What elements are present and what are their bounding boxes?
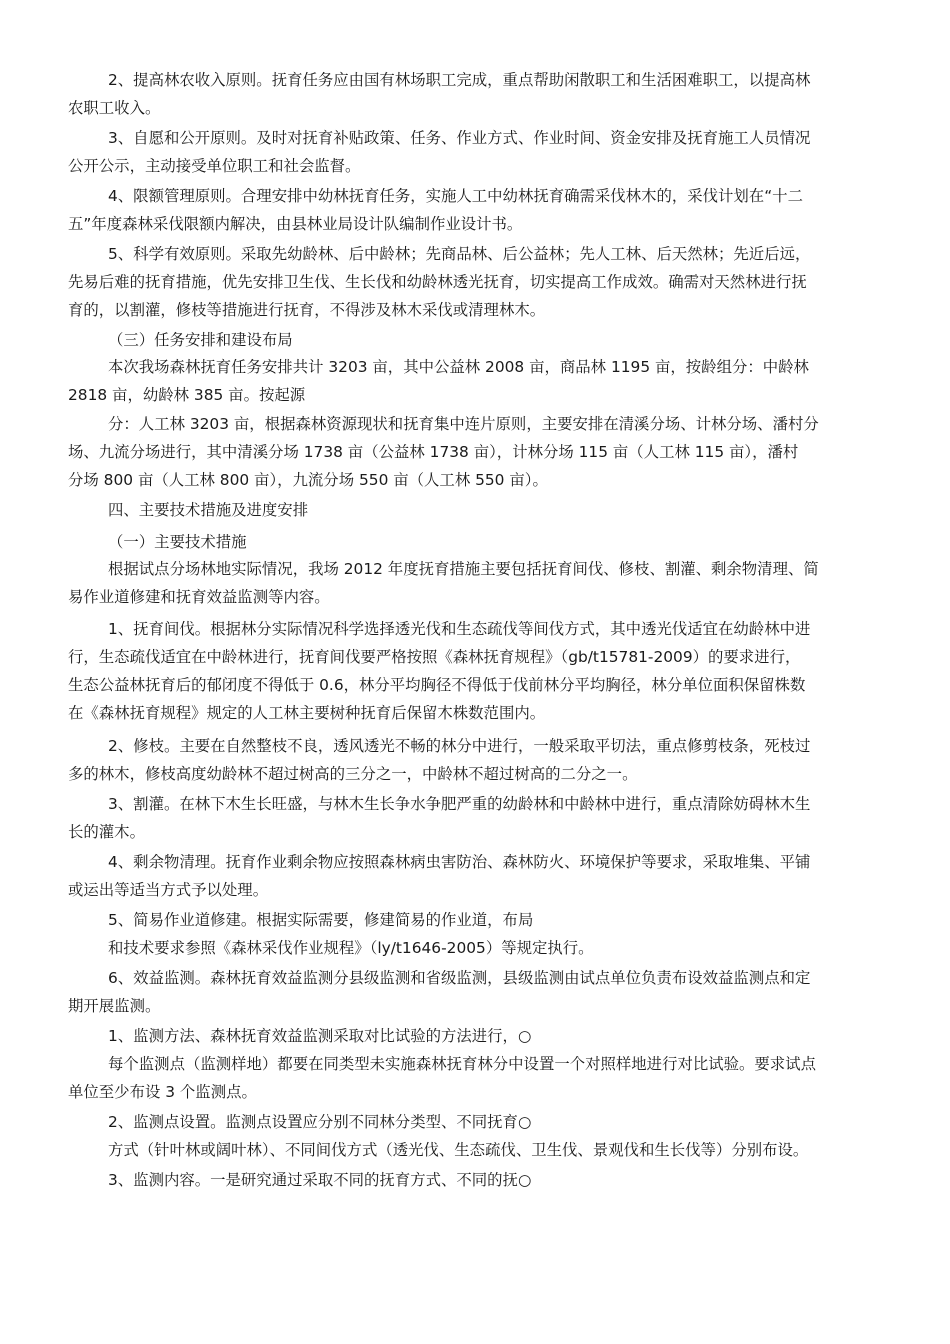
text-line: 或运出等适当方式予以处理。 [68, 881, 269, 899]
text-line: 分：人工林 3203 亩，根据森林资源现状和抚育集中连片原则，主要安排在清溪分场、计林分场、潘村分 [108, 415, 819, 433]
paragraph-work-road [68, 906, 882, 962]
heading-main-measures [68, 528, 882, 556]
text-line: 2、监测点设置。监测点设置应分别不同林分类型、不同抚育○ [108, 1113, 532, 1131]
text-line: 育的，以割灌，修枝等措施进行抚育，不得涉及林木采伐或清理林木。 [68, 301, 546, 319]
paragraph-income-principle [68, 66, 882, 122]
text-line: 农职工收入。 [68, 99, 161, 117]
text-line: 4、限额管理原则。合理安排中幼林抚育任务，实施人工中幼林抚育确需采伐林木的，采伐计划在“十二 [108, 187, 803, 205]
text-line: 和技术要求参照《森林采伐作业规程》（ly/t1646-2005）等规定执行。 [108, 939, 594, 957]
text-line: 根据试点分场林地实际情况，我场 2012 年度抚育措施主要包括抚育间伐、修枝、割灌、剩余物清理、简 [108, 560, 819, 578]
text-line: 生态公益林抚育后的郁闭度不得低于 0.6，林分平均胸径不得低于伐前林分平均胸径，林分单位面积保留株数 [68, 676, 806, 694]
text-line: 易作业道修建和抚育效益监测等内容。 [68, 588, 330, 606]
text-line: 2818 亩，幼龄林 385 亩。按起源 [68, 386, 306, 404]
paragraph-scientific-principle [68, 240, 882, 324]
paragraph-measures-intro [68, 555, 882, 611]
paragraph-pruning [68, 732, 882, 788]
paragraph-origin-breakdown [68, 410, 882, 494]
paragraph-monitoring-content [68, 1166, 882, 1194]
text-line: 四、主要技术措施及进度安排 [108, 501, 309, 519]
paragraph-voluntary-principle [68, 124, 882, 180]
text-line: 期开展监测。 [68, 997, 161, 1015]
text-line: 2、修枝。主要在自然整枝不良，透风透光不畅的林分中进行，一般采取平切法，重点修剪枝条，死枝过 [108, 737, 811, 755]
text-line: 公开公示，主动接受单位职工和社会监督。 [68, 157, 361, 175]
paragraph-shrub-cutting [68, 790, 882, 846]
text-line: 6、效益监测。森林抚育效益监测分县级监测和省级监测，县级监测由试点单位负责布设效益监测点和定 [108, 969, 811, 987]
paragraph-residue-cleanup [68, 848, 882, 904]
text-line: 多的林木，修枝高度幼龄林不超过树高的三分之一，中龄林不超过树高的二分之一。 [68, 765, 638, 783]
heading-task-arrangement [68, 326, 882, 354]
text-line: 3、割灌。在林下木生长旺盛，与林木生长争水争肥严重的幼龄林和中龄林中进行，重点清除妨碍林木生 [108, 795, 811, 813]
text-line: 每个监测点（监测样地）都要在同类型未实施森林抚育林分中设置一个对照样地进行对比试验。要求试点 [108, 1055, 816, 1073]
text-line: 3、自愿和公开原则。及时对抚育补贴政策、任务、作业方式、作业时间、资金安排及抚育施工人员情况 [108, 129, 811, 147]
text-line: 五”年度森林采伐限额内解决，由县林业局设计队编制作业设计书。 [68, 215, 523, 233]
text-line: 分场 800 亩（人工林 800 亩），九流分场 550 亩（人工林 550 亩）。 [68, 471, 548, 489]
text-line: 长的灌木。 [68, 823, 145, 841]
text-line: 场、九流分场进行，其中清溪分场 1738 亩（公益林 1738 亩），计林分场 115 亩（人工林 115 亩），潘村 [68, 443, 799, 461]
paragraph-benefit-monitoring [68, 964, 882, 1020]
text-line: 1、抚育间伐。根据林分实际情况科学选择透光伐和生态疏伐等间伐方式，其中透光伐适宜在幼龄林中进 [108, 620, 811, 638]
text-line: 2、提高林农收入原则。抚育任务应由国有林场职工完成，重点帮助闲散职工和生活困难职工，以提高林 [108, 71, 811, 89]
text-line: 本次我场森林抚育任务安排共计 3203 亩，其中公益林 2008 亩，商品林 1195 亩，按龄组分：中龄林 [108, 358, 809, 376]
text-line: （一）主要技术措施 [108, 533, 247, 551]
paragraph-monitoring-points [68, 1108, 882, 1164]
text-line: 1、监测方法、森林抚育效益监测采取对比试验的方法进行，○ [108, 1027, 532, 1045]
text-line: （三）任务安排和建设布局 [108, 331, 293, 349]
text-line: 先易后难的抚育措施，优先安排卫生伐、生长伐和幼龄林透光抚育，切实提高工作成效。确需对天然林进行抚 [68, 273, 807, 291]
heading-technical-measures [68, 496, 882, 524]
text-line: 在《森林抚育规程》规定的人工林主要树种抚育后保留木株数范围内。 [68, 704, 546, 722]
paragraph-quota-principle [68, 182, 882, 238]
text-line: 单位至少布设 3 个监测点。 [68, 1083, 257, 1101]
text-line: 方式（针叶林或阔叶林）、不同间伐方式（透光伐、生态疏伐、卫生伐、景观伐和生长伐等）分别布设。 [108, 1141, 809, 1159]
text-line: 5、简易作业道修建。根据实际需要，修建简易的作业道，布局 [108, 911, 534, 929]
paragraph-thinning [68, 615, 882, 727]
text-line: 5、科学有效原则。采取先幼龄林、后中龄林；先商品林、后公益林；先人工林、后天然林；先近后远， [108, 245, 811, 263]
text-line: 行，生态疏伐适宜在中龄林进行，抚育间伐要严格按照《森林抚育规程》（gb/t15781-2009）的要求进行， [68, 648, 801, 666]
text-line: 4、剩余物清理。抚育作业剩余物应按照森林病虫害防治、森林防火、环境保护等要求，采取堆集、平铺 [108, 853, 811, 871]
paragraph-monitoring-method [68, 1022, 882, 1106]
text-line: 3、监测内容。一是研究通过采取不同的抚育方式、不同的抚○ [108, 1171, 532, 1189]
paragraph-task-total [68, 353, 882, 409]
